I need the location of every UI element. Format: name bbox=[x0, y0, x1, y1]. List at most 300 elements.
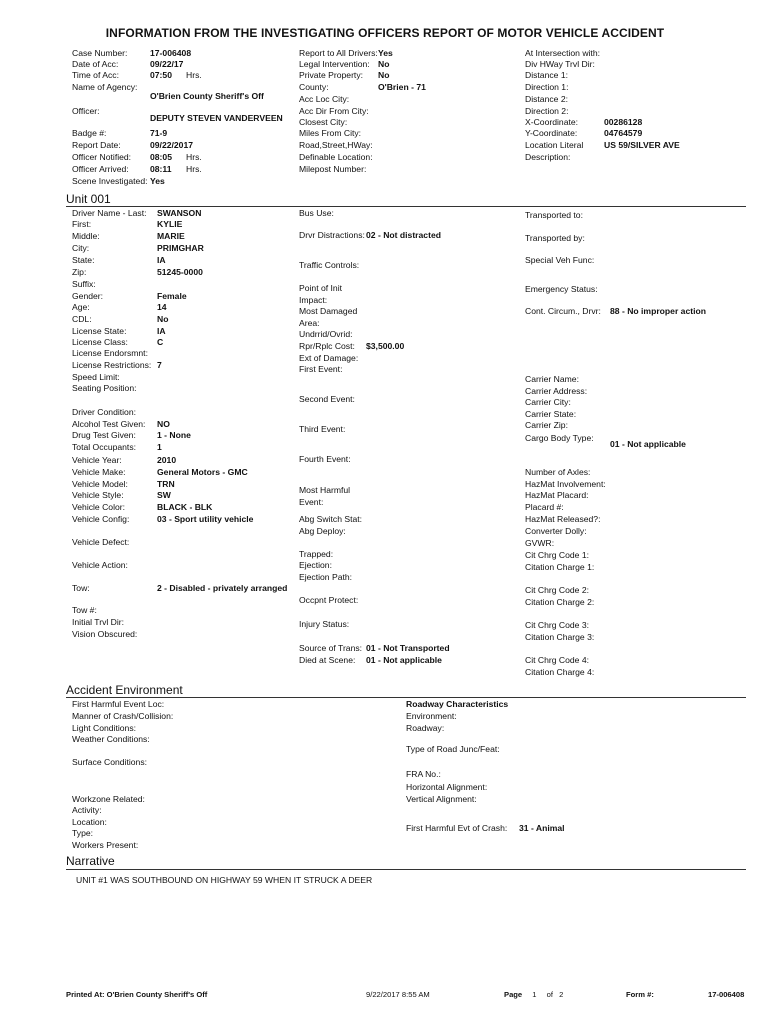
drvr-distractions-value: 02 - Not distracted bbox=[366, 230, 441, 240]
second-event-label-text: Second Event: bbox=[299, 394, 355, 404]
rpr-rplc-cost-value: $3,500.00 bbox=[366, 341, 405, 351]
transported-to-label-text: Transported to: bbox=[525, 210, 583, 220]
trapped-label bbox=[299, 549, 333, 561]
rpr-rplc-cost-label-text: Rpr/Rplc Cost: bbox=[299, 341, 355, 351]
vehicle-config-label-text: Vehicle Config: bbox=[72, 514, 130, 524]
badge-label-text: Badge #: bbox=[72, 128, 107, 138]
footer-form-label: Form #: bbox=[626, 990, 654, 999]
converter-dolly-label bbox=[525, 526, 587, 538]
rpr-rplc-cost-label bbox=[299, 341, 355, 353]
most-damaged-label bbox=[299, 306, 357, 329]
time-of-acc-label-text: Time of Acc: bbox=[72, 70, 119, 80]
cdl-label bbox=[72, 314, 92, 326]
age-label bbox=[72, 302, 90, 314]
bus-use-label-text: Bus Use: bbox=[299, 208, 334, 218]
manner-of-crash-collision-label bbox=[72, 711, 173, 723]
tow-label bbox=[72, 605, 97, 617]
roadway-label-text: Roadway: bbox=[406, 723, 445, 733]
carrier-address-label-text: Carrier Address: bbox=[525, 386, 588, 396]
vision-obscured-label-text: Vision Obscured: bbox=[72, 629, 138, 639]
most-damaged-label-text: Most Damaged bbox=[299, 306, 358, 316]
first-label-text: First: bbox=[72, 219, 92, 229]
unit-divider bbox=[66, 206, 746, 207]
middle-label-text: Middle: bbox=[72, 231, 100, 241]
vehicle-color-label bbox=[72, 502, 125, 514]
acc-dir-from-city-label-text: Acc Dir From City: bbox=[299, 106, 369, 116]
of-label: of bbox=[546, 990, 553, 999]
cdl-value: No bbox=[157, 314, 169, 324]
middle-value: MARIE bbox=[157, 231, 185, 241]
vehicle-make-value: General Motors - GMC bbox=[157, 467, 248, 477]
occpnt-protect-label bbox=[299, 595, 358, 607]
point-of-init-label-line2: Impact: bbox=[299, 294, 328, 305]
ejection-label-text: Ejection: bbox=[299, 560, 332, 570]
hazmat-involvement-label bbox=[525, 479, 606, 491]
direction-1-label-text: Direction 1: bbox=[525, 82, 569, 92]
driver-condition-label-text: Driver Condition: bbox=[72, 407, 136, 417]
carrier-zip-label bbox=[525, 420, 568, 432]
type-of-road-junc-feat-label bbox=[406, 744, 500, 756]
report-date-value: 09/22/2017 bbox=[150, 140, 194, 150]
zip-label-text: Zip: bbox=[72, 267, 87, 277]
undrrid-ovrid-label-text: Undrrid/Ovrid: bbox=[299, 329, 353, 339]
cit-chrg-code-3-label bbox=[525, 620, 589, 632]
acc-dir-from-city-label bbox=[299, 106, 369, 118]
hazmat-placard-label-text: HazMat Placard: bbox=[525, 490, 589, 500]
cont-circum-drvr-label-text: Cont. Circum., Drvr: bbox=[525, 306, 601, 316]
acc-loc-city-label bbox=[299, 94, 349, 106]
definable-location-label bbox=[299, 152, 373, 164]
point-of-init-label-text: Point of Init bbox=[299, 283, 342, 293]
vehicle-color-value: BLACK - BLK bbox=[157, 502, 213, 512]
state-value: IA bbox=[157, 255, 166, 265]
died-at-scene-label-text: Died at Scene: bbox=[299, 655, 356, 665]
vertical-alignment-label-text: Vertical Alignment: bbox=[406, 794, 477, 804]
first-harmful-evt-of-crash-label-text: First Harmful Evt of Crash: bbox=[406, 823, 508, 833]
ejection-label bbox=[299, 560, 332, 572]
cit-chrg-code-4-label-text: Cit Chrg Code 4: bbox=[525, 655, 590, 665]
footer-datetime: 9/22/2017 8:55 AM bbox=[366, 990, 430, 999]
first-label bbox=[72, 219, 91, 231]
light-conditions-label bbox=[72, 723, 136, 735]
citation-charge-2-label-text: Citation Charge 2: bbox=[525, 597, 595, 607]
tow-label-text: Tow #: bbox=[72, 605, 97, 615]
manner-of-crash-collision-label-text: Manner of Crash/Collision: bbox=[72, 711, 174, 721]
license-class-label-text: License Class: bbox=[72, 337, 128, 347]
citation-charge-4-label-text: Citation Charge 4: bbox=[525, 667, 595, 677]
carrier-address-label bbox=[525, 386, 587, 398]
citation-charge-4-label bbox=[525, 667, 594, 679]
environment-divider bbox=[66, 697, 746, 698]
carrier-zip-label-text: Carrier Zip: bbox=[525, 420, 568, 430]
light-conditions-label-text: Light Conditions: bbox=[72, 723, 137, 733]
hazmat-released-label-text: HazMat Released?: bbox=[525, 514, 601, 524]
age-value: 14 bbox=[157, 302, 167, 312]
seating-position-label bbox=[72, 383, 137, 395]
alcohol-test-given-label bbox=[72, 419, 145, 431]
location-label-text: Location: bbox=[72, 817, 107, 827]
officer-label-text: Officer: bbox=[72, 106, 100, 116]
environment-label-text: Environment: bbox=[406, 711, 457, 721]
third-event-label-text: Third Event: bbox=[299, 424, 346, 434]
vertical-alignment-label bbox=[406, 794, 477, 806]
bus-use-label bbox=[299, 208, 334, 220]
x-coordinate-label bbox=[525, 117, 578, 129]
type-of-road-junc-feat-label-text: Type of Road Junc/Feat: bbox=[406, 744, 500, 754]
legal-intervention-value: No bbox=[378, 59, 390, 69]
at-intersection-with-label bbox=[525, 48, 600, 60]
fra-no-label-text: FRA No.: bbox=[406, 769, 441, 779]
injury-status-label-text: Injury Status: bbox=[299, 619, 350, 629]
license-class-label bbox=[72, 337, 128, 349]
source-of-trans-value: 01 - Not Transported bbox=[366, 643, 450, 653]
injury-status-label bbox=[299, 619, 349, 631]
road-street-hway-label bbox=[299, 140, 373, 152]
page-number: 1 bbox=[532, 990, 537, 999]
abg-deploy-label-text: Abg Deploy: bbox=[299, 526, 346, 536]
workers-present-label-text: Workers Present: bbox=[72, 840, 139, 850]
traffic-controls-label bbox=[299, 260, 359, 272]
carrier-state-label bbox=[525, 409, 576, 421]
vehicle-defect-label-text: Vehicle Defect: bbox=[72, 537, 130, 547]
gvwr-label-text: GVWR: bbox=[525, 538, 555, 548]
vehicle-color-label-text: Vehicle Color: bbox=[72, 502, 126, 512]
description-label-text: Description: bbox=[525, 152, 571, 162]
hazmat-placard-label bbox=[525, 490, 589, 502]
cont-circum-drvr-value: 88 - No improper action bbox=[610, 306, 706, 316]
surface-conditions-label-text: Surface Conditions: bbox=[72, 757, 147, 767]
carrier-city-label bbox=[525, 397, 571, 409]
milepost-number-label-text: Milepost Number: bbox=[299, 164, 367, 174]
vehicle-year-label bbox=[72, 455, 122, 467]
time-of-acc-unit: Hrs. bbox=[186, 70, 202, 80]
environment-heading: Accident Environment bbox=[66, 683, 183, 697]
x-coordinate-value: 00286128 bbox=[604, 117, 643, 127]
narrative-text: UNIT #1 WAS SOUTHBOUND ON HIGHWAY 59 WHEN IT STRUCK A DEER bbox=[76, 875, 373, 885]
scene-investigated-value: Yes bbox=[150, 176, 165, 186]
vehicle-model-label bbox=[72, 479, 128, 491]
tow-label-text: Tow: bbox=[72, 583, 90, 593]
most-damaged-label-line2: Area: bbox=[299, 317, 320, 328]
value-value: DEPUTY STEVEN VANDERVEEN bbox=[150, 113, 283, 123]
x-coordinate-label-text: X-Coordinate: bbox=[525, 117, 579, 127]
vehicle-config-value: 03 - Sport utility vehicle bbox=[157, 514, 254, 524]
fra-no-label bbox=[406, 769, 441, 781]
distance-1-label bbox=[525, 70, 568, 82]
gender-value: Female bbox=[157, 291, 187, 301]
license-restrictions-label bbox=[72, 360, 151, 372]
seating-position-label-text: Seating Position: bbox=[72, 383, 137, 393]
officer-arrived-value: 08:11 bbox=[150, 164, 172, 174]
footer-form-number: 17-006408 bbox=[708, 990, 745, 999]
direction-2-label-text: Direction 2: bbox=[525, 106, 569, 116]
total-occupants-label bbox=[72, 442, 136, 454]
private-property-value: No bbox=[378, 70, 390, 80]
undrrid-ovrid-label bbox=[299, 329, 352, 341]
officer-notified-label bbox=[72, 152, 131, 164]
report-date-label-text: Report Date: bbox=[72, 140, 121, 150]
initial-trvl-dir-label-text: Initial Trvl Dir: bbox=[72, 617, 125, 627]
miles-from-city-label bbox=[299, 128, 361, 140]
value-value: O'Brien County Sheriff's Off bbox=[150, 91, 264, 101]
officer-notified-unit: Hrs. bbox=[186, 152, 202, 162]
emergency-status-label-text: Emergency Status: bbox=[525, 284, 598, 294]
ejection-path-label-text: Ejection Path: bbox=[299, 572, 353, 582]
officer-notified-value: 08:05 bbox=[150, 152, 172, 162]
case-number-label-text: Case Number: bbox=[72, 48, 128, 58]
description-label bbox=[525, 152, 570, 164]
fourth-event-label bbox=[299, 454, 351, 466]
closest-city-label-text: Closest City: bbox=[299, 117, 348, 127]
footer-printed-at bbox=[66, 990, 207, 999]
vehicle-defect-label bbox=[72, 537, 129, 549]
time-of-acc-label bbox=[72, 70, 119, 82]
report-to-all-drivers-value: Yes bbox=[378, 48, 393, 58]
driver-name-last-label-text: Driver Name - Last: bbox=[72, 208, 147, 218]
location-literal-label-text: Location Literal bbox=[525, 140, 584, 150]
ejection-path-label bbox=[299, 572, 352, 584]
driver-name-last-label bbox=[72, 208, 147, 220]
transported-by-label-text: Transported by: bbox=[525, 233, 585, 243]
footer-page-info bbox=[504, 990, 563, 999]
officer-label bbox=[72, 106, 100, 118]
special-veh-func-label bbox=[525, 255, 594, 267]
report-title: INFORMATION FROM THE INVESTIGATING OFFICERS REPORT OF MOTOR VEHICLE ACCIDENT bbox=[105, 26, 665, 40]
vehicle-year-label-text: Vehicle Year: bbox=[72, 455, 122, 465]
citation-charge-3-label-text: Citation Charge 3: bbox=[525, 632, 595, 642]
drug-test-given-value: 1 - None bbox=[157, 430, 191, 440]
vehicle-action-label-text: Vehicle Action: bbox=[72, 560, 128, 570]
printed-at-label: Printed At: bbox=[66, 990, 105, 999]
suffix-label-text: Suffix: bbox=[72, 279, 96, 289]
distance-1-label-text: Distance 1: bbox=[525, 70, 568, 80]
time-of-acc-value: 07:50 bbox=[150, 70, 172, 80]
report-date-label bbox=[72, 140, 121, 152]
badge-value: 71-9 bbox=[150, 128, 168, 138]
direction-2-label bbox=[525, 106, 568, 118]
state-label bbox=[72, 255, 94, 267]
y-coordinate-value: 04764579 bbox=[604, 128, 643, 138]
name-of-agency-label-text: Name of Agency: bbox=[72, 82, 138, 92]
first-harmful-evt-of-crash-value: 31 - Animal bbox=[519, 823, 565, 833]
printed-at-value: O'Brien County Sheriff's Off bbox=[106, 990, 208, 999]
cit-chrg-code-1-label bbox=[525, 550, 589, 562]
occpnt-protect-label-text: Occpnt Protect: bbox=[299, 595, 359, 605]
at-intersection-with-label-text: At Intersection with: bbox=[525, 48, 600, 58]
state-label-text: State: bbox=[72, 255, 95, 265]
location-label bbox=[72, 817, 107, 829]
gvwr-label bbox=[525, 538, 554, 550]
carrier-name-label-text: Carrier Name: bbox=[525, 374, 579, 384]
cont-circum-drvr-label bbox=[525, 306, 601, 318]
speed-limit-label bbox=[72, 372, 120, 384]
workzone-related-label-text: Workzone Related: bbox=[72, 794, 145, 804]
narrative-divider bbox=[66, 869, 746, 870]
ext-of-damage-label-text: Ext of Damage: bbox=[299, 353, 359, 363]
milepost-number-label bbox=[299, 164, 366, 176]
trapped-label-text: Trapped: bbox=[299, 549, 334, 559]
activity-label bbox=[72, 805, 102, 817]
vehicle-make-label-text: Vehicle Make: bbox=[72, 467, 126, 477]
abg-switch-stat-label-text: Abg Switch Stat: bbox=[299, 514, 363, 524]
activity-label-text: Activity: bbox=[72, 805, 102, 815]
citation-charge-3-label bbox=[525, 632, 594, 644]
first-harmful-evt-of-crash-label bbox=[406, 823, 507, 835]
county-label-text: County: bbox=[299, 82, 329, 92]
weather-conditions-label-text: Weather Conditions: bbox=[72, 734, 150, 744]
officer-arrived-label-text: Officer Arrived: bbox=[72, 164, 129, 174]
horizontal-alignment-label-text: Horizontal Alignment: bbox=[406, 782, 488, 792]
legal-intervention-label bbox=[299, 59, 370, 71]
alcohol-test-given-value: NO bbox=[157, 419, 170, 429]
total-occupants-label-text: Total Occupants: bbox=[72, 442, 137, 452]
location-literal-label bbox=[525, 140, 583, 152]
age-label-text: Age: bbox=[72, 302, 90, 312]
city-label bbox=[72, 243, 89, 255]
cit-chrg-code-3-label-text: Cit Chrg Code 3: bbox=[525, 620, 590, 630]
private-property-label bbox=[299, 70, 363, 82]
direction-1-label bbox=[525, 82, 568, 94]
total-occupants-value: 1 bbox=[157, 442, 162, 452]
surface-conditions-label bbox=[72, 757, 147, 769]
city-value: PRIMGHAR bbox=[157, 243, 204, 253]
alcohol-test-given-label-text: Alcohol Test Given: bbox=[72, 419, 146, 429]
vehicle-style-label bbox=[72, 490, 124, 502]
cargo-body-type-value: 01 - Not applicable bbox=[610, 439, 686, 449]
type-label bbox=[72, 828, 93, 840]
definable-location-label-text: Definable Location: bbox=[299, 152, 373, 162]
license-state-label bbox=[72, 326, 126, 338]
date-of-acc-label bbox=[72, 59, 118, 71]
speed-limit-label-text: Speed Limit: bbox=[72, 372, 120, 382]
private-property-label-text: Private Property: bbox=[299, 70, 363, 80]
county-label bbox=[299, 82, 329, 94]
road-street-hway-label-text: Road,Street,HWay: bbox=[299, 140, 373, 150]
environment-label bbox=[406, 711, 457, 723]
vehicle-style-label-text: Vehicle Style: bbox=[72, 490, 124, 500]
tow-value: 2 - Disabled - privately arranged bbox=[157, 583, 288, 593]
driver-name-last-value: SWANSON bbox=[157, 208, 202, 218]
traffic-controls-label-text: Traffic Controls: bbox=[299, 260, 360, 270]
first-harmful-event-loc-label bbox=[72, 699, 164, 711]
drug-test-given-label-text: Drug Test Given: bbox=[72, 430, 136, 440]
y-coordinate-label bbox=[525, 128, 577, 140]
first-harmful-event-loc-label-text: First Harmful Event Loc: bbox=[72, 699, 165, 709]
narrative-heading: Narrative bbox=[66, 854, 115, 868]
carrier-name-label bbox=[525, 374, 579, 386]
miles-from-city-label-text: Miles From City: bbox=[299, 128, 362, 138]
placard-label bbox=[525, 502, 564, 514]
horizontal-alignment-label bbox=[406, 782, 487, 794]
unit-heading: Unit 001 bbox=[66, 192, 111, 206]
y-coordinate-label-text: Y-Coordinate: bbox=[525, 128, 578, 138]
first-event-label-text: First Event: bbox=[299, 364, 343, 374]
fourth-event-label-text: Fourth Event: bbox=[299, 454, 351, 464]
scene-investigated-label bbox=[72, 176, 148, 188]
license-restrictions-value: 7 bbox=[157, 360, 162, 370]
most-harmful-label-line2: Event: bbox=[299, 496, 324, 507]
citation-charge-1-label bbox=[525, 562, 594, 574]
number-of-axles-label-text: Number of Axles: bbox=[525, 467, 591, 477]
cit-chrg-code-1-label-text: Cit Chrg Code 1: bbox=[525, 550, 590, 560]
ext-of-damage-label bbox=[299, 353, 358, 365]
vehicle-make-label bbox=[72, 467, 126, 479]
second-event-label bbox=[299, 394, 355, 406]
special-veh-func-label-text: Special Veh Func: bbox=[525, 255, 595, 265]
officer-arrived-unit: Hrs. bbox=[186, 164, 202, 174]
died-at-scene-value: 01 - Not applicable bbox=[366, 655, 442, 665]
carrier-city-label-text: Carrier City: bbox=[525, 397, 571, 407]
vehicle-model-label-text: Vehicle Model: bbox=[72, 479, 128, 489]
case-number-value: 17-006408 bbox=[150, 48, 192, 58]
vehicle-config-label bbox=[72, 514, 129, 526]
point-of-init-label bbox=[299, 283, 342, 306]
middle-label bbox=[72, 231, 100, 243]
source-of-trans-label bbox=[299, 643, 362, 655]
placard-label-text: Placard #: bbox=[525, 502, 564, 512]
officer-notified-label-text: Officer Notified: bbox=[72, 152, 132, 162]
most-harmful-label bbox=[299, 485, 350, 508]
zip-value: 51245-0000 bbox=[157, 267, 203, 277]
distance-2-label-text: Distance 2: bbox=[525, 94, 568, 104]
license-class-value: C bbox=[157, 337, 164, 347]
license-endorsmnt-label-text: License Endorsmnt: bbox=[72, 348, 148, 358]
drvr-distractions-label bbox=[299, 230, 365, 242]
hazmat-involvement-label-text: HazMat Involvement: bbox=[525, 479, 606, 489]
emergency-status-label bbox=[525, 284, 598, 296]
distance-2-label bbox=[525, 94, 568, 106]
date-of-acc-value: 09/22/17 bbox=[150, 59, 184, 69]
gender-label-text: Gender: bbox=[72, 291, 104, 301]
cit-chrg-code-2-label-text: Cit Chrg Code 2: bbox=[525, 585, 590, 595]
case-number-label bbox=[72, 48, 127, 60]
badge-label bbox=[72, 128, 106, 140]
scene-investigated-label-text: Scene Investigated: bbox=[72, 176, 148, 186]
license-state-value: IA bbox=[157, 326, 166, 336]
workers-present-label bbox=[72, 840, 138, 852]
driver-condition-label bbox=[72, 407, 136, 419]
weather-conditions-label bbox=[72, 734, 150, 746]
cargo-body-type-label bbox=[525, 433, 594, 445]
vision-obscured-label bbox=[72, 629, 137, 641]
div-hway-trvl-dir-label bbox=[525, 59, 595, 71]
gender-label bbox=[72, 291, 103, 303]
number-of-axles-label bbox=[525, 467, 590, 479]
transported-by-label bbox=[525, 233, 585, 245]
page-total: 2 bbox=[559, 990, 564, 999]
citation-charge-1-label-text: Citation Charge 1: bbox=[525, 562, 595, 572]
license-restrictions-label-text: License Restrictions: bbox=[72, 360, 152, 370]
date-of-acc-label-text: Date of Acc: bbox=[72, 59, 119, 69]
city-label-text: City: bbox=[72, 243, 90, 253]
most-harmful-label-text: Most Harmful bbox=[299, 485, 351, 495]
vehicle-model-value: TRN bbox=[157, 479, 175, 489]
drvr-distractions-label-text: Drvr Distractions: bbox=[299, 230, 365, 240]
abg-deploy-label bbox=[299, 526, 346, 538]
first-event-label bbox=[299, 364, 342, 376]
page-label: Page bbox=[504, 990, 523, 999]
initial-trvl-dir-label bbox=[72, 617, 124, 629]
report-to-all-drivers-label-text: Report to All Drivers: bbox=[299, 48, 378, 58]
vehicle-action-label bbox=[72, 560, 128, 572]
died-at-scene-label bbox=[299, 655, 355, 667]
citation-charge-2-label bbox=[525, 597, 594, 609]
suffix-label bbox=[72, 279, 96, 291]
legal-intervention-label-text: Legal Intervention: bbox=[299, 59, 370, 69]
transported-to-label bbox=[525, 210, 583, 222]
tow-label bbox=[72, 583, 90, 595]
first-value: KYLIE bbox=[157, 219, 183, 229]
